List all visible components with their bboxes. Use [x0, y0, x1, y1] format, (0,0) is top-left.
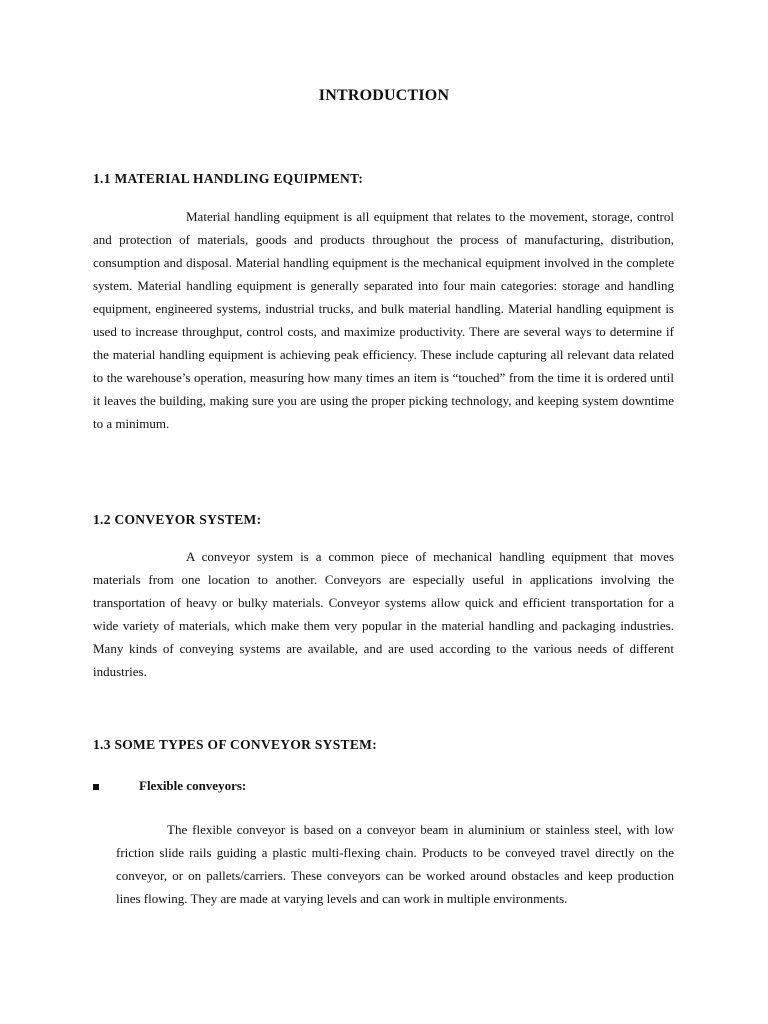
section-paragraph-flexible-conveyors: The flexible conveyor is based on a conveyor beam in aluminium or stainless steel, with low friction slide rails guiding a plastic multi-flexing chain. Products to be conveyed travel directly on the conveyor, or on pallets/carriers. These conveyors can be worked around obstacles and keep production lines flowing. They are made at varying levels and can work in multiple environments.	[116, 822, 674, 906]
section-heading-1-2: 1.2 CONVEYOR SYSTEM:	[93, 512, 262, 527]
document-title: INTRODUCTION	[318, 87, 450, 104]
section-heading-1-1: 1.1 MATERIAL HANDLING EQUIPMENT:	[93, 171, 364, 186]
section-heading-1-3: 1.3 SOME TYPES OF CONVEYOR SYSTEM:	[93, 737, 377, 752]
square-bullet-icon	[93, 784, 99, 790]
section-paragraph-1-2: A conveyor system is a common piece of mechanical handling equipment that moves materials from one location to another. Conveyors are especially useful in applications involving the transportation of heavy or bulky materials. Conveyor systems allow quick and efficient transportation for a wide variety of materials, which make them very popular in the material handling and packaging industries. Many kinds of conveying systems are available, and are used according to the various needs of different industries.	[93, 549, 674, 679]
section-paragraph-1-1: Material handling equipment is all equipment that relates to the movement, storage, control and protection of materials, goods and products throughout the process of manufacturing, distribution, consumption and disposal. Material handling equipment is the mechanical equipment involved in the complete system. Material handling equipment is generally separated into four main categories: storage and handling equipment, engineered systems, industrial trucks, and bulk material handling. Material handling equipment is used to increase throughput, control costs, and maximize productivity. There are several ways to determine if the material handling equipment is achieving peak efficiency. These include capturing all relevant data related to the warehouse’s operation, measuring how many times an item is “touched” from the time it is ordered until it leaves the building, making sure you are using the proper picking technology, and keeping system downtime to a minimum.	[93, 209, 674, 431]
bullet-label: Flexible conveyors:	[139, 778, 247, 793]
